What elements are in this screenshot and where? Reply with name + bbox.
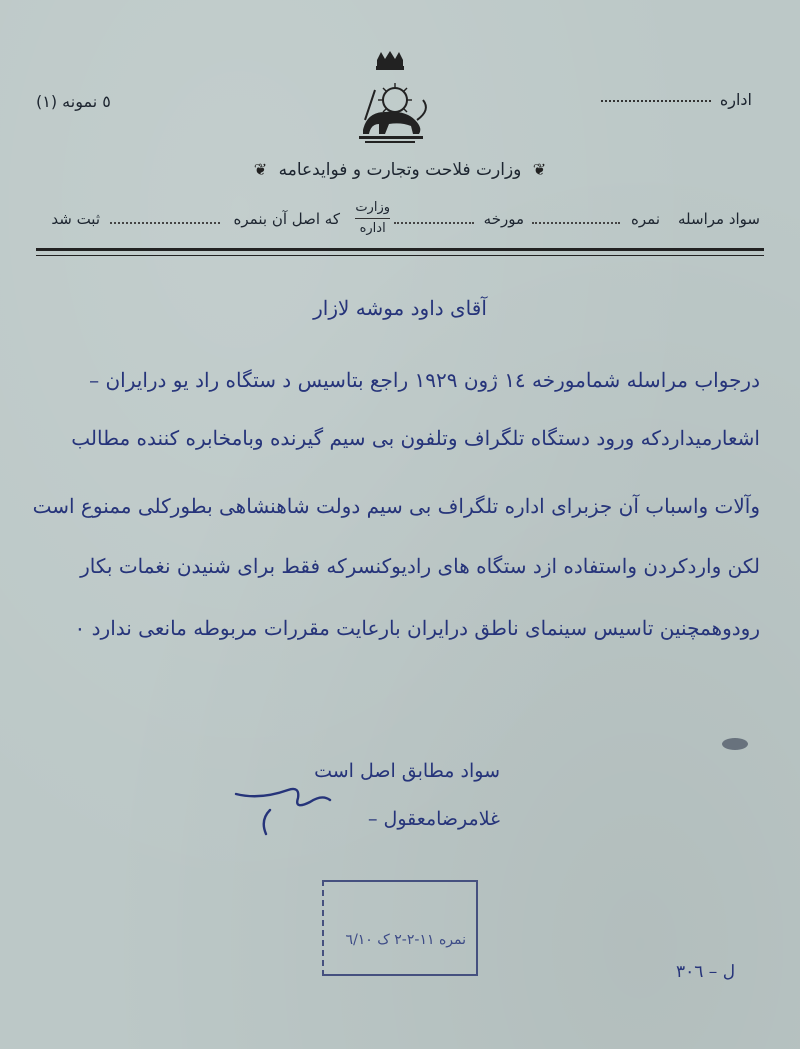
header-rule-thick <box>36 248 764 251</box>
letter-line-5: رودوهمچنین تاسیس سینمای ناطق درایران بارعایت مقررات مربوطه مانعی ندارد ٠ <box>74 616 760 640</box>
dated-dotted-line <box>394 222 474 224</box>
ink-smudge <box>722 738 748 750</box>
registry-stamp <box>322 880 478 976</box>
lion-and-sun-emblem-icon <box>345 50 435 150</box>
certification-text: سواد مطابق اصل است <box>314 760 500 782</box>
stamp-number-text: نمره ١١-٢-٢ ک ٦/١٠ <box>345 932 466 948</box>
office-label: اداره <box>719 90 752 109</box>
dated-label: مورخه <box>483 210 524 228</box>
office-dotted-line <box>601 100 711 102</box>
ornament-icon: ❦ <box>532 160 547 179</box>
reference-number: ل – ٣٠٦ <box>676 962 736 982</box>
number-label: نمره <box>631 210 660 228</box>
addressee: آقای داود موشه لازار <box>313 296 487 320</box>
header-rule-thin <box>36 255 764 256</box>
copy-of-correspondence-label: سواد مراسله <box>678 210 760 228</box>
letter-line-1: درجواب مراسله شمامورخه ١٤ ژون ١٩٢٩ راجع بتاسیس د ستگاه راد یو درایران – <box>89 368 760 392</box>
original-number-text: که اصل آن بنمره <box>233 210 340 228</box>
signatory-name: غلامرضامعقول – <box>368 808 500 830</box>
letter-line-2: اشعارمیداردکه ورود دستگاه تلگراف وتلفون بی سیم گیرنده وبامخابره کننده مطالب <box>71 426 760 450</box>
form-number: ٥ نمونه (١) <box>36 92 111 111</box>
letter-line-4: لکن واردکردن واستفاده ازد ستگاه های رادیوکنسرکه فقط برای شنیدن نغمات بکار <box>80 554 760 578</box>
letter-line-3: وآلات واسباب آن جزبرای اداره تلگراف بی سیم دولت شاهنشاهی بطورکلی ممنوع است <box>32 494 760 518</box>
number-dotted-line <box>532 222 620 224</box>
stack-ministry-label: وزارت <box>355 200 390 215</box>
ornament-icon: ❦ <box>253 160 268 179</box>
office-field <box>601 90 752 109</box>
form-header-line <box>40 200 760 238</box>
registered-label: ثبت شد <box>51 210 100 228</box>
stack-office-label: اداره <box>359 221 386 236</box>
ministry-title-row <box>0 160 800 180</box>
original-number-dotted-line <box>110 222 220 224</box>
ministry-title: وزارت فلاحت وتجارت و فوایدعامه <box>278 160 522 180</box>
ministry-office-stack <box>355 198 390 239</box>
signature-scrawl-icon <box>230 780 340 840</box>
